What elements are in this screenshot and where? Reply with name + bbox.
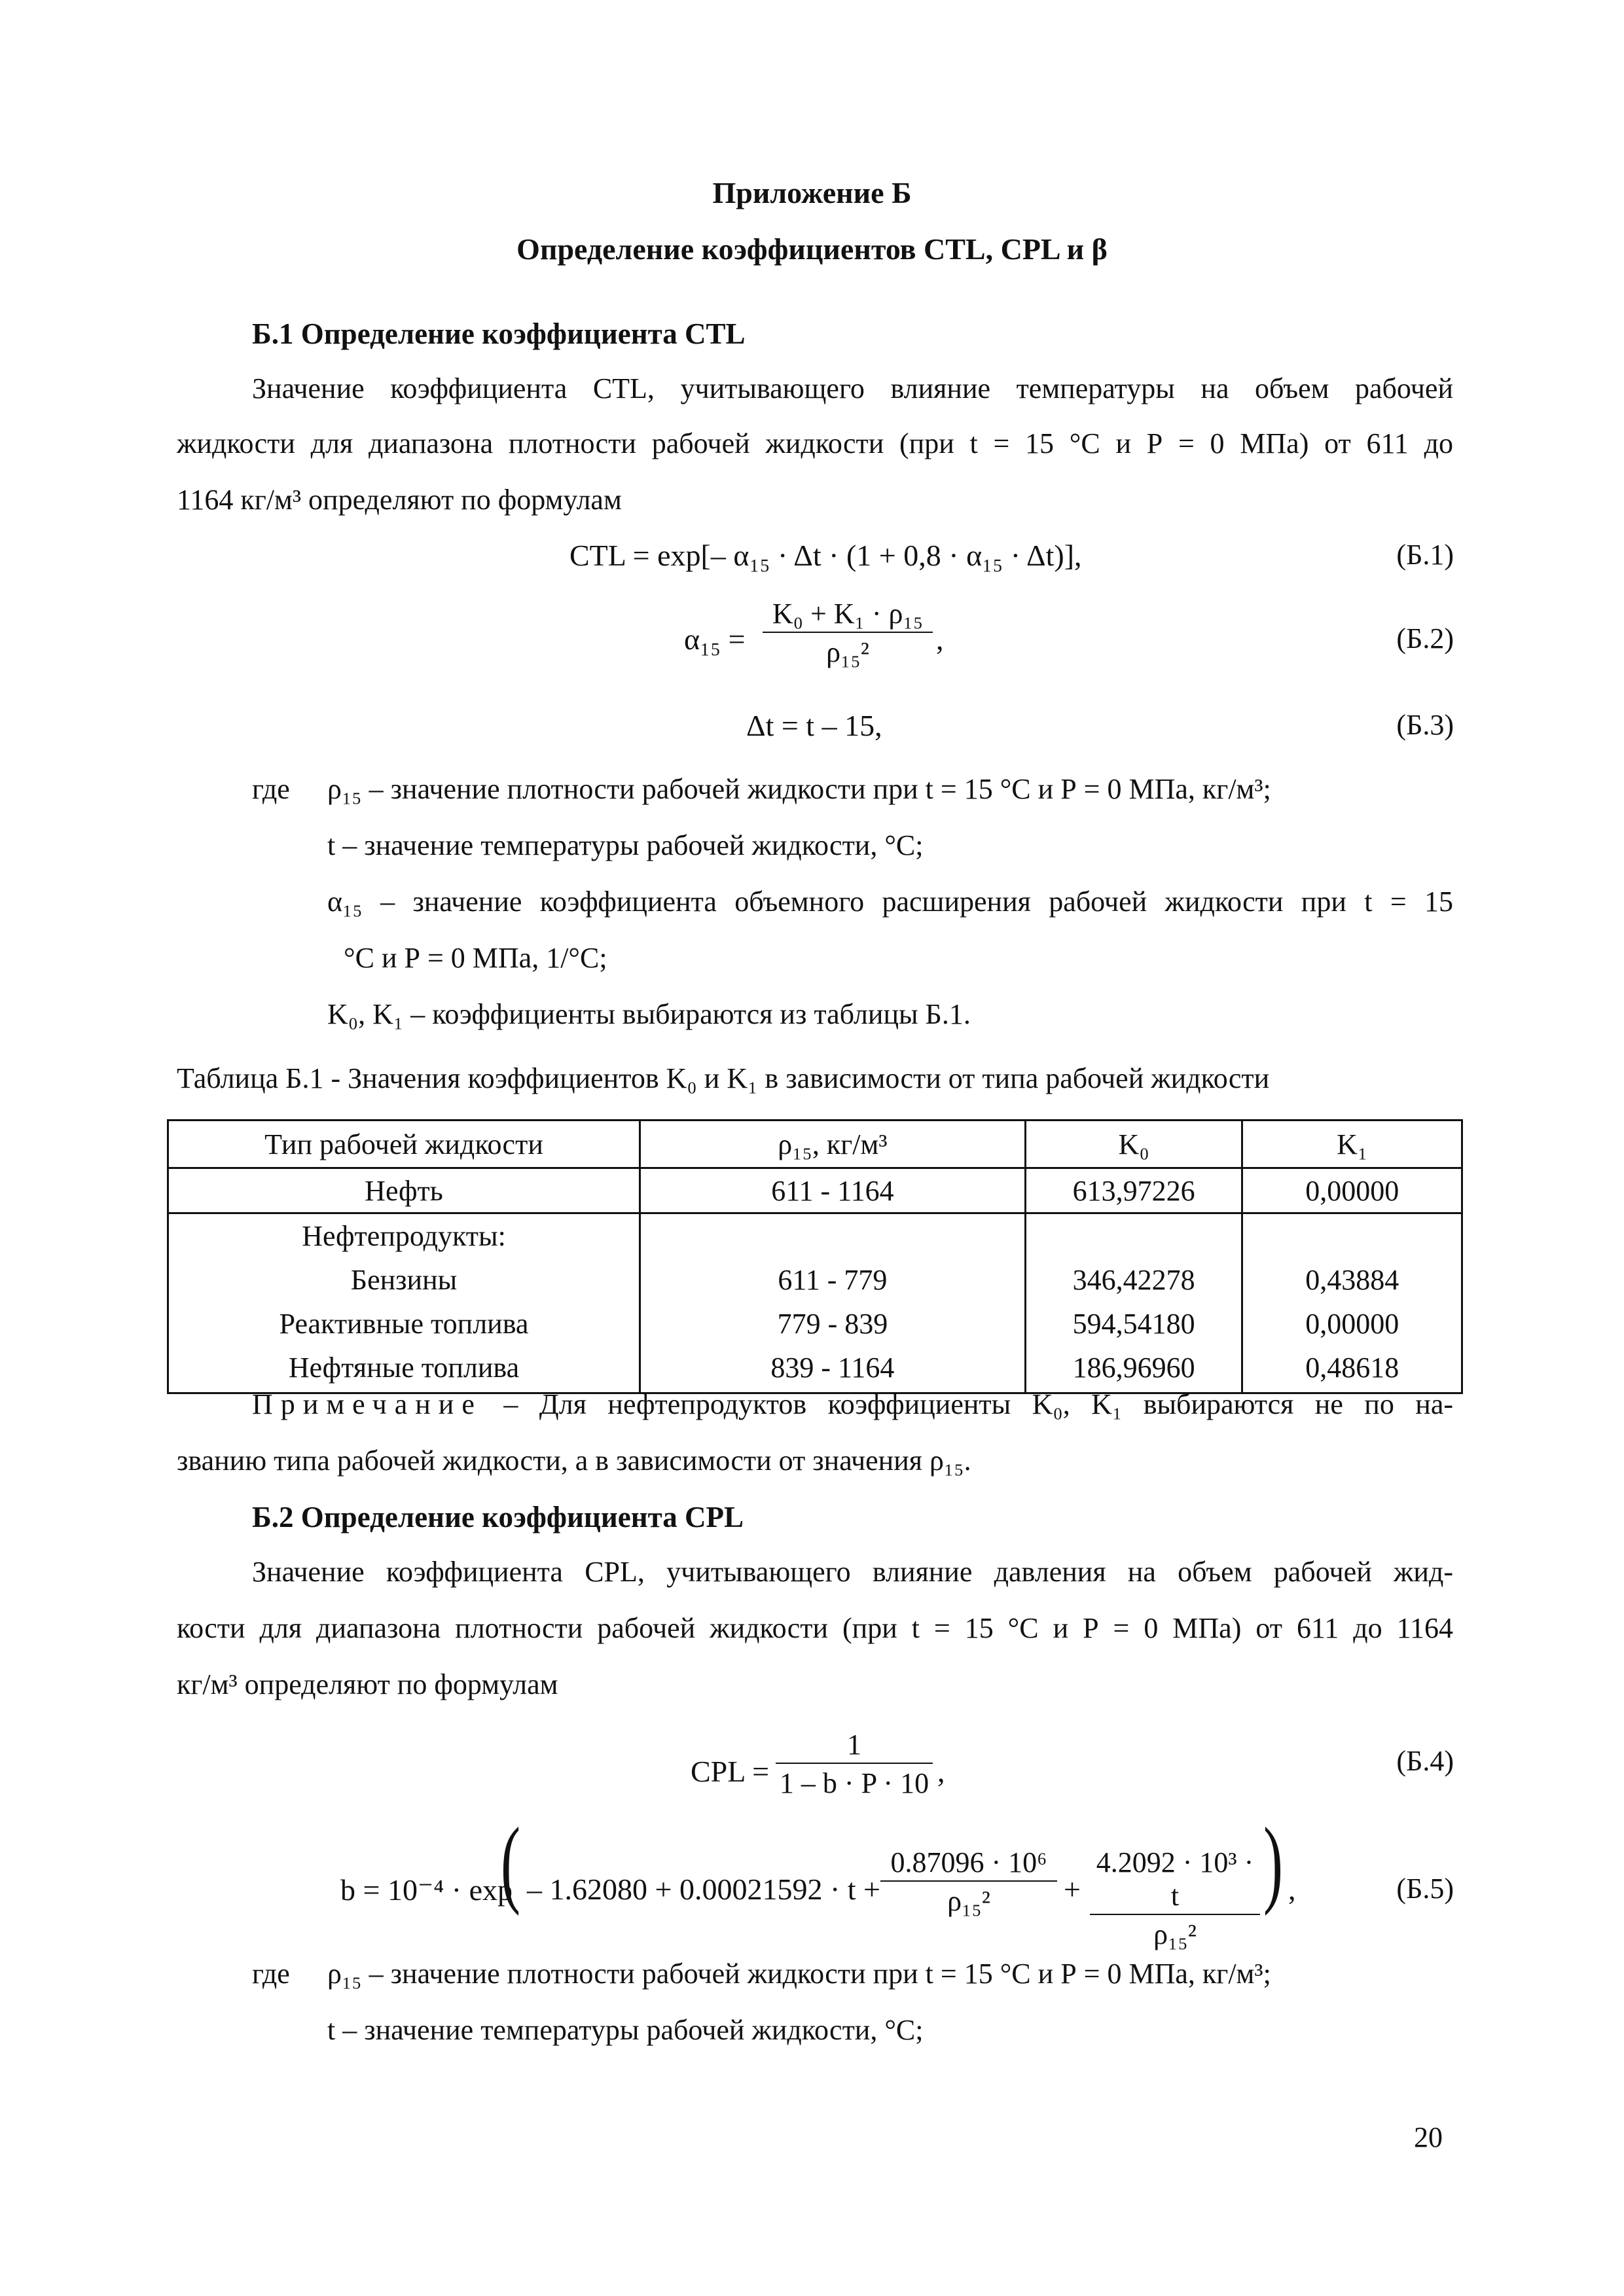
- left-paren-icon: (: [500, 1808, 520, 1916]
- table-header-cell: K₀: [1025, 1121, 1242, 1168]
- b1-def-rho15: ρ₁₅ – значение плотности рабочей жидкости при t = 15 °С и Р = 0 МПа, кг/м³;: [327, 773, 1271, 805]
- table-header-cell: ρ₁₅, кг/м³: [640, 1121, 1026, 1168]
- equation-b5-fraction2-denominator: ρ₁₅²: [1153, 1918, 1197, 1950]
- table-cell: 611 - 1164: [640, 1168, 1026, 1213]
- table-value: 839 - 1164: [770, 1352, 895, 1384]
- table-cell-density: [640, 1213, 1026, 1393]
- equation-b5-fraction1: [880, 1846, 1057, 1918]
- b1-where-label: где: [252, 773, 290, 805]
- table-group-label: Нефтепродукты:: [302, 1220, 506, 1252]
- table-cell: 613,97226: [1025, 1168, 1242, 1213]
- table-row-label: Нефтяные топлива: [288, 1352, 520, 1384]
- section-b1-heading: Б.1 Определение коэффициента CTL: [252, 317, 746, 350]
- equation-b2-lhs: α₁₅ =: [684, 622, 746, 656]
- table-row-label: Реактивные топлива: [279, 1308, 529, 1340]
- equation-b5-lhs: b = 10⁻⁴ · exp: [340, 1873, 513, 1907]
- table-value: 0,00000: [1305, 1308, 1399, 1340]
- b1-def-k0-k1: K₀, K₁ – коэффициенты выбираются из таблицы Б.1.: [327, 998, 971, 1030]
- equation-b2-numerator: K₀ + K₁ · ρ₁₅: [763, 597, 933, 633]
- equation-b4-numerator: 1: [776, 1728, 933, 1764]
- equation-b5-fraction1-numerator: 0.87096 · 10⁶: [880, 1846, 1057, 1882]
- b1-intro-line1: Значение коэффициента CTL, учитывающего влияние температуры на объем рабочей: [252, 372, 1453, 404]
- b2-intro-line3: кг/м³ определяют по формулам: [177, 1668, 558, 1700]
- table-value: 611 - 779: [778, 1264, 888, 1296]
- page-number: 20: [1414, 2121, 1443, 2153]
- table-cell-k0: [1025, 1213, 1242, 1393]
- equation-b1-number: (Б.1): [1396, 539, 1454, 571]
- b2-where-label: где: [252, 1958, 290, 1990]
- equation-b5-fraction2: [1090, 1846, 1260, 1951]
- table-note-label: Примечание: [252, 1388, 482, 1420]
- equation-b3-number: (Б.3): [1396, 709, 1454, 741]
- appendix-title: Приложение Б: [712, 176, 912, 209]
- table-note-text: – Для нефтепродуктов коэффициенты K₀, K₁ выбираются не по на-: [482, 1388, 1453, 1420]
- table-value: 594,54180: [1072, 1308, 1195, 1340]
- b2-intro-line1: Значение коэффициента CPL, учитывающего влияние давления на объем рабочей жид-: [252, 1556, 1453, 1588]
- equation-b2-denominator: ρ₁₅²: [826, 636, 869, 668]
- b2-def-t: t – значение температуры рабочей жидкости, °С;: [327, 2014, 924, 2046]
- table-value: 0,48618: [1305, 1352, 1399, 1384]
- equation-b2-fraction: [763, 597, 933, 669]
- table-note-line2: званию типа рабочей жидкости, а в зависимости от значения ρ₁₅.: [177, 1444, 971, 1477]
- equation-b5-plus: +: [1064, 1873, 1081, 1906]
- b1-intro-line2: жидкости для диапазона плотности рабочей жидкости (при t = 15 °С и Р = 0 МПа) от 611 до: [177, 427, 1453, 459]
- b1-def-t: t – значение температуры рабочей жидкости, °С;: [327, 829, 924, 861]
- table-cell: 0,00000: [1242, 1168, 1462, 1213]
- table-cell: Нефть: [168, 1168, 640, 1213]
- right-paren-icon: ): [1263, 1808, 1283, 1916]
- equation-b1: CTL = exp[– α₁₅ · Δt · (1 + 0,8 · α₁₅ · Δt)],: [569, 539, 1082, 572]
- equation-b3: Δt = t – 15,: [746, 709, 882, 742]
- table-cell-types: [168, 1213, 640, 1393]
- b2-intro-line2: кости для диапазона плотности рабочей жидкости (при t = 15 °С и Р = 0 МПа) от 611 до 1164: [177, 1612, 1453, 1644]
- table-b1: [167, 1119, 1463, 1394]
- b1-def-alpha15-line1: α₁₅ – значение коэффициента объемного расширения рабочей жидкости при t = 15: [327, 886, 1453, 918]
- equation-b4-number: (Б.4): [1396, 1745, 1454, 1777]
- table-value: 186,96960: [1072, 1352, 1195, 1384]
- table-header-cell: K₁: [1242, 1121, 1462, 1168]
- equation-b4-lhs: CPL =: [691, 1755, 770, 1788]
- equation-b4-denominator: 1 – b · P · 10: [779, 1767, 929, 1799]
- equation-b2-number: (Б.2): [1396, 622, 1454, 655]
- b1-intro-line3: 1164 кг/м³ определяют по формулам: [177, 484, 622, 516]
- table-header-cell: Тип рабочей жидкости: [168, 1121, 640, 1168]
- equation-b5-fraction2-numerator: 4.2092 · 10³ · t: [1090, 1846, 1260, 1915]
- table-value: 779 - 839: [777, 1308, 888, 1340]
- table-b1-caption: Таблица Б.1 - Значения коэффициентов K₀ и K₁ в зависимости от типа рабочей жидкости: [177, 1062, 1270, 1094]
- equation-b2-comma: ,: [936, 622, 944, 656]
- table-row-oil: [168, 1168, 1462, 1213]
- table-value: 0,43884: [1305, 1264, 1399, 1296]
- equation-b5-fraction1-denominator: ρ₁₅²: [947, 1885, 990, 1917]
- table-cell-k1: [1242, 1213, 1462, 1393]
- equation-b5-number: (Б.5): [1396, 1873, 1454, 1905]
- appendix-subtitle: Определение коэффициентов CTL, CPL и β: [516, 232, 1108, 266]
- equation-b4-fraction: [776, 1728, 933, 1800]
- section-b2-heading: Б.2 Определение коэффициента CPL: [252, 1501, 744, 1534]
- table-row-products: [168, 1213, 1462, 1393]
- table-row-label: Бензины: [350, 1264, 458, 1296]
- table-header-row: [168, 1121, 1462, 1168]
- table-note-line1: [252, 1388, 1453, 1421]
- table-value: 346,42278: [1072, 1264, 1195, 1296]
- equation-b5-comma: ,: [1288, 1873, 1296, 1906]
- b2-def-rho15: ρ₁₅ – значение плотности рабочей жидкости при t = 15 °С и Р = 0 МПа, кг/м³;: [327, 1958, 1271, 1990]
- equation-b5-middle: – 1.62080 + 0.00021592 · t +: [527, 1873, 880, 1906]
- b1-def-alpha15-line2: °С и Р = 0 МПа, 1/°С;: [344, 942, 607, 974]
- equation-b4-comma: ,: [937, 1755, 945, 1788]
